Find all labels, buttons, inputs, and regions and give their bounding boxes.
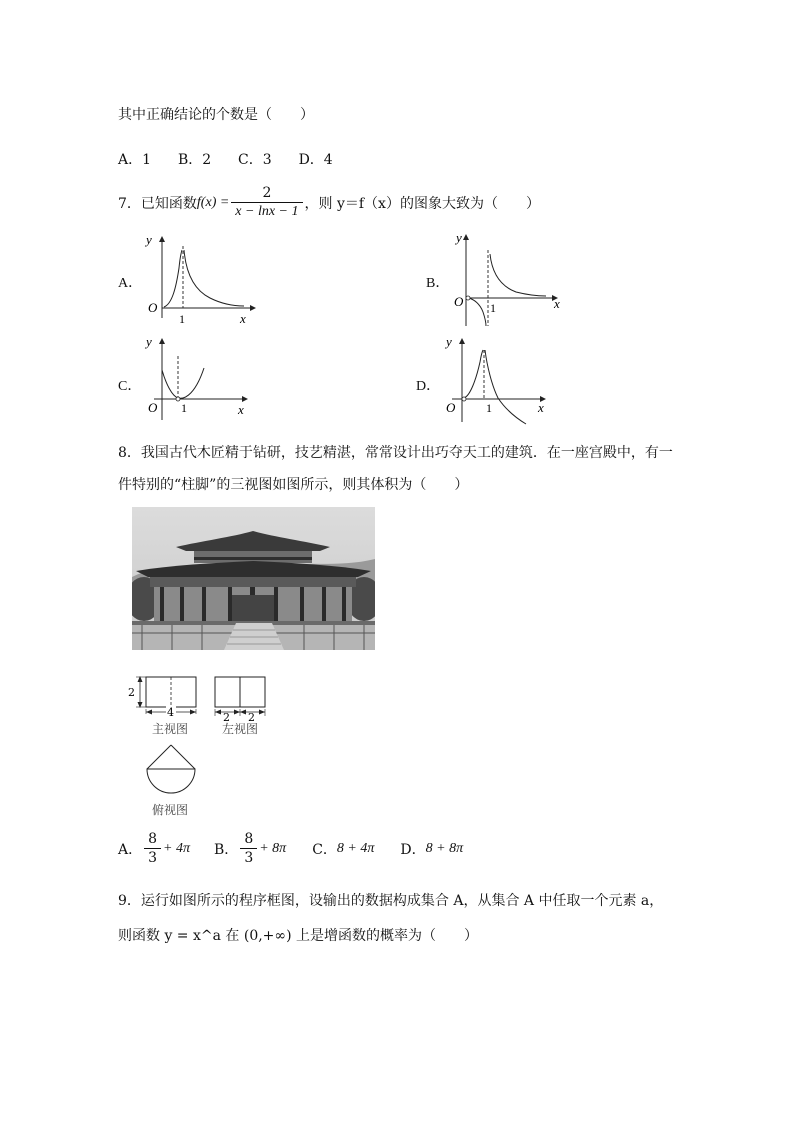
q6-options [118, 149, 333, 169]
graph-d-x-label: x [538, 400, 544, 415]
previous-question-prompt: 其中正确结论的个数是（ ） [118, 107, 314, 123]
graph-c-y-label: y [146, 334, 152, 349]
q6-option-a: A．1 [118, 152, 152, 168]
q8-option-b-fraction [240, 832, 257, 866]
q7-label-d: D． [416, 379, 441, 394]
q8-option-d-letter: D． [400, 842, 426, 859]
front-view-height: 2 [128, 686, 135, 699]
graph-c-x-label: x [238, 402, 244, 417]
q8-option-c-text: 8 + 4π [336, 841, 375, 857]
graph-d-y-label: y [446, 334, 452, 349]
q6-option-b: B．2 [177, 152, 212, 168]
q6-option-c: C．3 [238, 152, 272, 168]
q7-label-c: C． [118, 379, 142, 394]
graph-d-one: 1 [486, 401, 492, 415]
front-view-width: 4 [167, 706, 174, 719]
graph-a-y-label: y [146, 232, 152, 247]
q8-option-a-fraction [144, 832, 161, 866]
side-view-right-width: 2 [248, 711, 255, 724]
q7-function-name: f(x) = [196, 195, 230, 211]
side-view-label: 左视图 [222, 722, 259, 736]
q8-option-b-num: 8 [244, 831, 254, 847]
graph-c-one: 1 [181, 401, 187, 415]
palace-photo [132, 507, 375, 654]
q7-graph-b [450, 228, 565, 332]
q7-label-b: B． [426, 276, 450, 291]
q8-option-b-den: 3 [240, 848, 257, 866]
q8-option-d-text: 8 + 8π [425, 841, 464, 857]
q8-option-a-num: 8 [148, 831, 158, 847]
q7-graph-d [440, 332, 555, 431]
graph-b-y-label: y [456, 230, 462, 245]
q9-stem-line-2: 则函数 y = x^a 在 (0,+∞) 上是增函数的概率为（ ） [118, 928, 478, 944]
q8-option-a-rest: + 4π [163, 841, 191, 857]
three-view-drawing [126, 672, 276, 826]
graph-b-x-label: x [554, 296, 560, 311]
q7-fraction [231, 186, 302, 220]
top-view-label: 俯视图 [152, 803, 189, 817]
q8-option-a-letter: A． [118, 842, 143, 859]
q8-stem-line-1: 8．我国古代木匠精于钻研，技艺精湛，常常设计出巧夺天工的建筑．在一座宫殿中，有一 [118, 445, 673, 461]
q7-graph-c [142, 332, 257, 426]
q8-stem-line-2: 件特别的“柱脚”的三视图如图所示，则其体积为（ ） [118, 477, 469, 493]
q9-stem-line-1: 9．运行如图所示的程序框图，设输出的数据构成集合 A，从集合 A 中任取一个元素 a， [118, 893, 664, 909]
q8-option-c-letter: C． [312, 842, 337, 859]
q7-numerator: 2 [262, 185, 272, 201]
q8-options [118, 832, 463, 866]
q6-option-d: D．4 [298, 152, 333, 168]
graph-d-origin: O [446, 400, 456, 415]
graph-c-origin: O [148, 400, 158, 415]
q7-prefix: 7．已知函数 [118, 196, 197, 213]
graph-b-origin: O [454, 294, 464, 309]
graph-a-x-label: x [240, 311, 246, 323]
q7-suffix: ，则 y＝f（x）的图象大致为（ ） [304, 196, 540, 213]
q7-graph-a [142, 228, 257, 327]
q7-label-a: A． [118, 276, 143, 291]
q8-option-b-rest: + 8π [259, 841, 287, 857]
front-view-label: 主视图 [152, 722, 189, 736]
q7-denominator: x − lnx − 1 [231, 202, 302, 220]
q8-option-a-den: 3 [144, 848, 161, 866]
graph-a-one: 1 [179, 312, 185, 323]
q8-option-b-letter: B． [214, 842, 239, 859]
q7-stem [118, 186, 540, 220]
side-view-left-width: 2 [223, 711, 230, 724]
graph-a-origin: O [148, 300, 158, 315]
graph-b-one: 1 [490, 301, 496, 315]
